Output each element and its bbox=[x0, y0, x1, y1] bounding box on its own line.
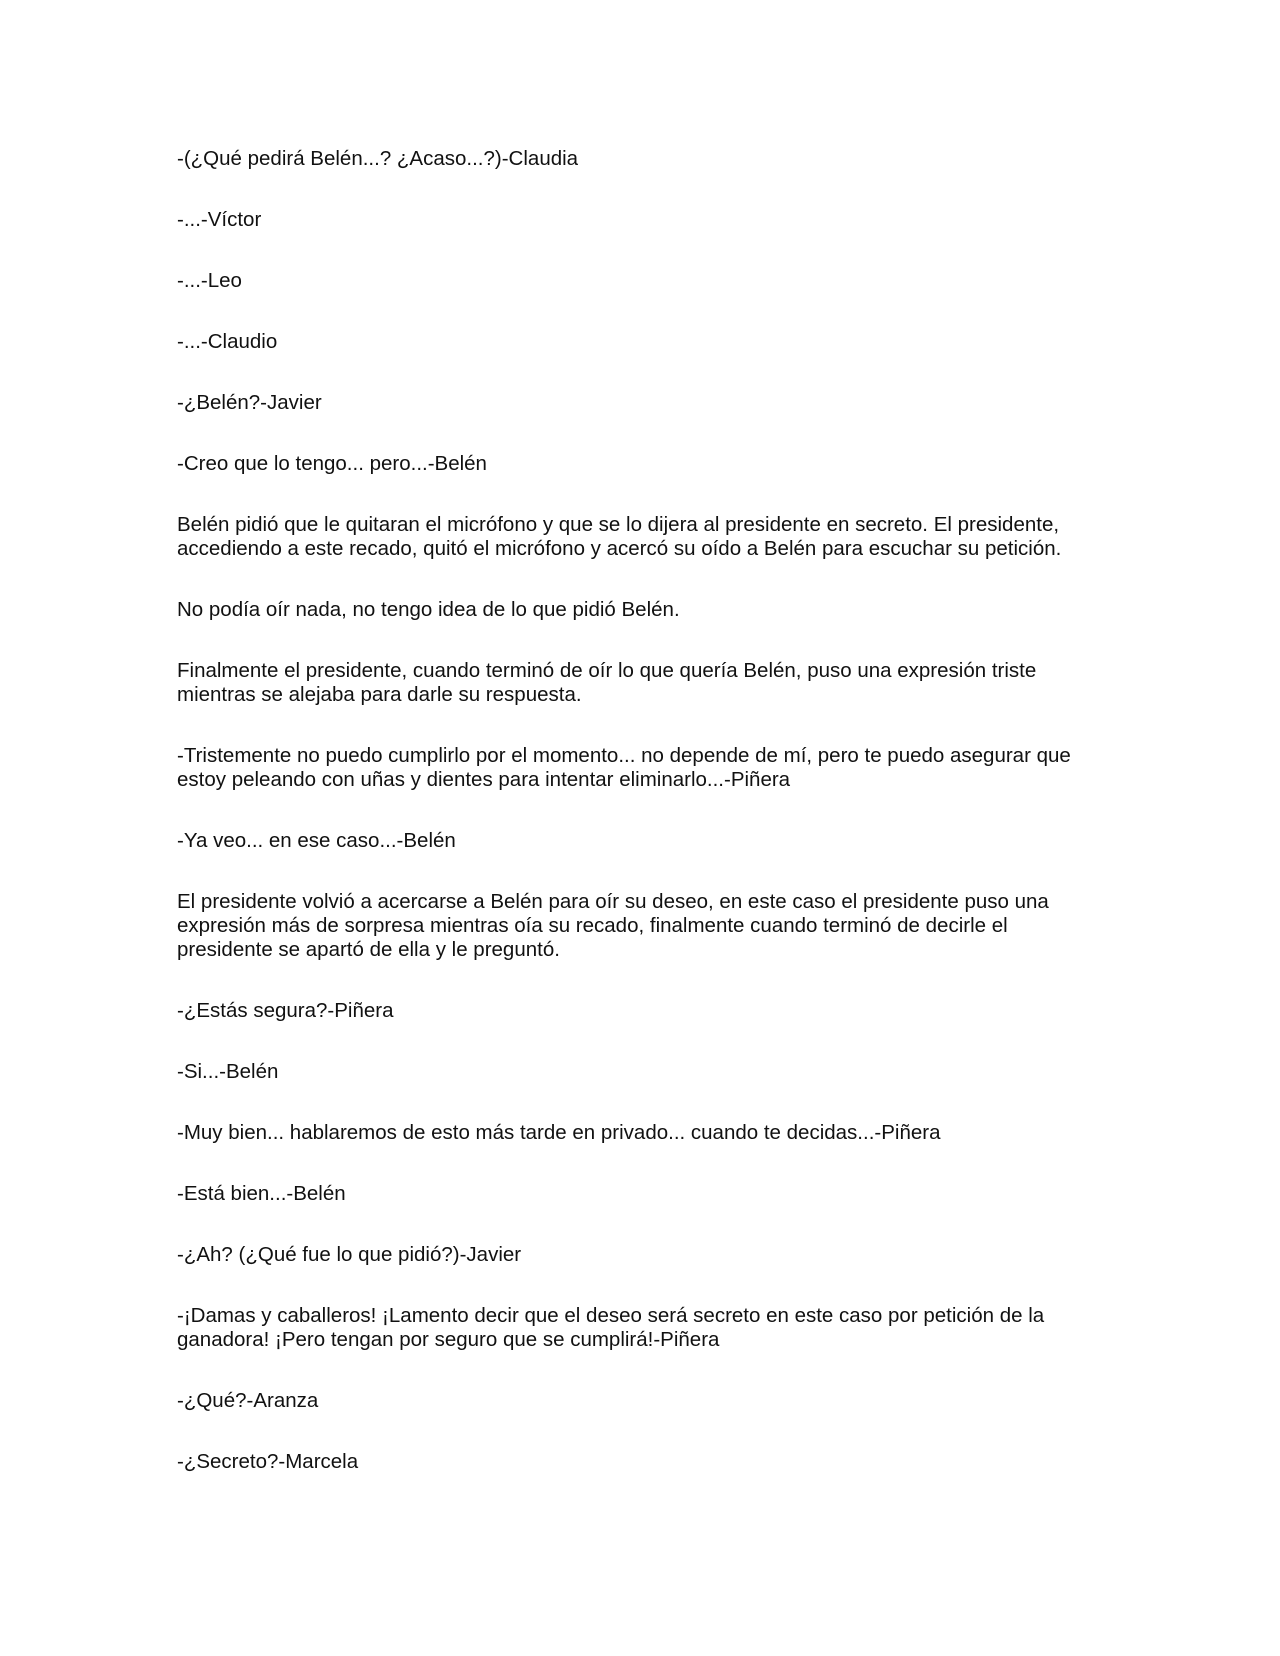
dialogue-line-belen: -Si...-Belén bbox=[177, 1060, 279, 1083]
document-body bbox=[177, 147, 1107, 1511]
dialogue-line-victor: -...-Víctor bbox=[177, 208, 262, 231]
dialogue-line-pinera: -¿Estás segura?-Piñera bbox=[177, 999, 394, 1022]
dialogue-line-belen: -Ya veo... en ese caso...-Belén bbox=[177, 829, 456, 852]
narration-paragraph: Finalmente el presidente, cuando terminó de oír lo que quería Belén, puso una expresión triste mientras se alejaba para darle su respuesta. bbox=[177, 659, 1037, 706]
narration-paragraph: El presidente volvió a acercarse a Belén para oír su deseo, en este caso el presidente puso una expresión más de sorpresa mientras oía su recado, finalmente cuando terminó de decirle el presidente se apartó de ella y le preguntó. bbox=[177, 890, 1049, 961]
dialogue-line-belen: -Está bien...-Belén bbox=[177, 1182, 346, 1205]
dialogue-line-javier: -¿Ah? (¿Qué fue lo que pidió?)-Javier bbox=[177, 1243, 522, 1266]
dialogue-line-claudia: -(¿Qué pedirá Belén...? ¿Acaso...?)-Claudia bbox=[177, 147, 579, 170]
dialogue-line-leo: -...-Leo bbox=[177, 269, 242, 292]
dialogue-line-marcela: -¿Secreto?-Marcela bbox=[177, 1450, 359, 1473]
dialogue-line-pinera: -Tristemente no puedo cumplirlo por el momento... no depende de mí, pero te puedo asegurar que estoy peleando con uñas y dientes para intentar eliminarlo...-Piñera bbox=[177, 744, 1071, 791]
dialogue-line-pinera: -¡Damas y caballeros! ¡Lamento decir que el deseo será secreto en este caso por petición de la ganadora! ¡Pero tengan por seguro que se cumplirá!-Piñera bbox=[177, 1304, 1045, 1351]
narration-paragraph: Belén pidió que le quitaran el micrófono y que se lo dijera al presidente en secreto. El presidente, accediendo a este recado, quitó el micrófono y acercó su oído a Belén para escuchar su petición. bbox=[177, 513, 1062, 560]
dialogue-line-javier: -¿Belén?-Javier bbox=[177, 391, 322, 414]
dialogue-line-claudio: -...-Claudio bbox=[177, 330, 278, 353]
dialogue-line-pinera: -Muy bien... hablaremos de esto más tarde en privado... cuando te decidas...-Piñera bbox=[177, 1121, 941, 1144]
dialogue-line-belen: -Creo que lo tengo... pero...-Belén bbox=[177, 452, 487, 475]
narration-paragraph: No podía oír nada, no tengo idea de lo que pidió Belén. bbox=[177, 598, 680, 621]
dialogue-line-aranza: -¿Qué?-Aranza bbox=[177, 1389, 319, 1412]
